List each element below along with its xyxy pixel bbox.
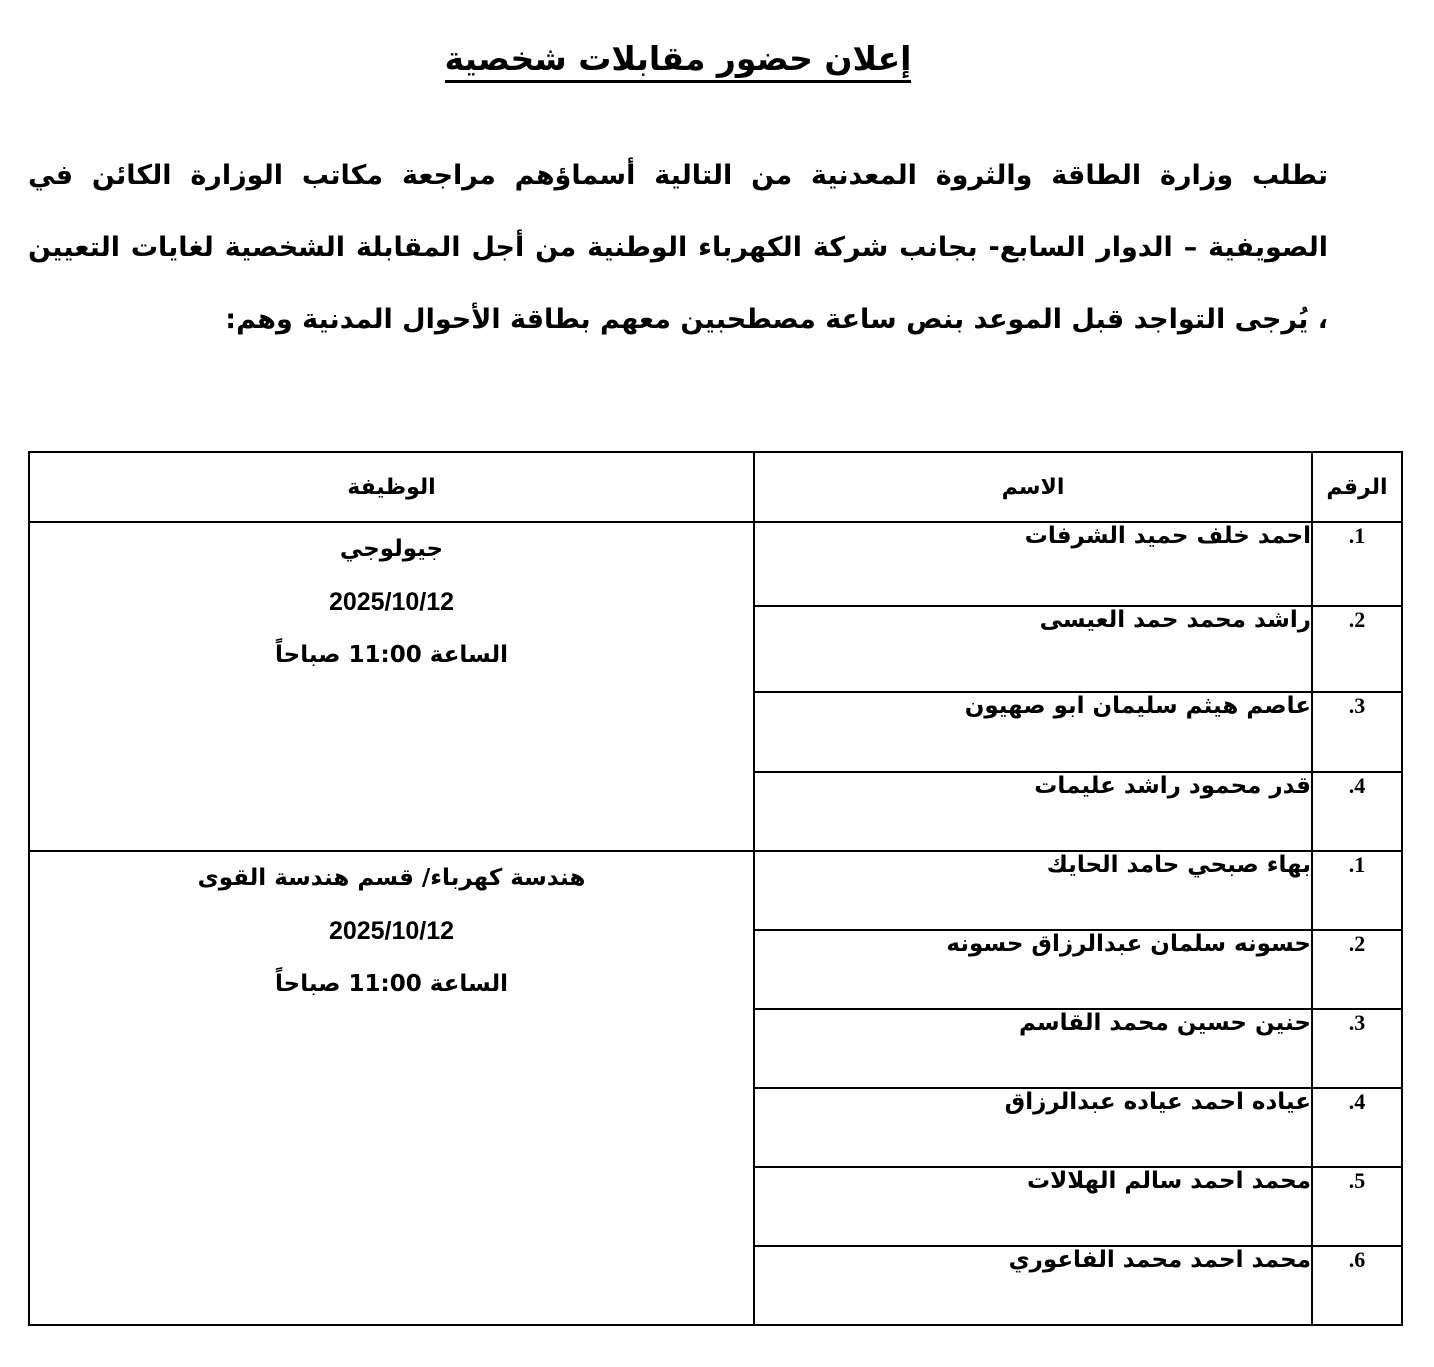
row-number: 3.: [1312, 692, 1402, 772]
row-number: 1.: [1312, 522, 1402, 606]
table-row: [29, 522, 1402, 606]
row-number: 2.: [1312, 930, 1402, 1009]
row-number: 4.: [1312, 1088, 1402, 1167]
row-name: احمد خلف حميد الشرفات: [754, 522, 1312, 606]
row-number: 4.: [1312, 772, 1402, 851]
document-title-text: إعلان حضور مقابلات شخصية: [445, 39, 912, 83]
row-number: 2.: [1312, 606, 1402, 692]
row-number: 6.: [1312, 1246, 1402, 1325]
row-name: محمد احمد محمد الفاعوري: [754, 1246, 1312, 1325]
row-name: حنين حسين محمد القاسم: [754, 1009, 1312, 1088]
header-name: الاسم: [754, 452, 1312, 522]
interview-time: الساعة 11:00 صباحاً: [275, 971, 508, 997]
row-number: 5.: [1312, 1167, 1402, 1246]
row-number: 3.: [1312, 1009, 1402, 1088]
interview-time: الساعة 11:00 صباحاً: [275, 642, 508, 668]
interview-date: 2025/10/12: [328, 588, 455, 616]
table-header-row: [29, 452, 1402, 522]
interview-table: [28, 451, 1403, 1326]
row-name: محمد احمد سالم الهلالات: [754, 1167, 1312, 1246]
job-title: جيولوجي: [339, 536, 444, 562]
row-name: عاصم هيثم سليمان ابو صهيون: [754, 692, 1312, 772]
job-cell-geologist: [29, 522, 754, 851]
header-number: الرقم: [1312, 452, 1402, 522]
header-job: الوظيفة: [29, 452, 754, 522]
row-name: بهاء صبحي حامد الحايك: [754, 851, 1312, 930]
row-name: حسونه سلمان عبدالرزاق حسونه: [754, 930, 1312, 1009]
row-number: 1.: [1312, 851, 1402, 930]
row-name: راشد محمد حمد العيسى: [754, 606, 1312, 692]
interview-date: 2025/10/12: [328, 917, 455, 945]
table-row: [29, 851, 1402, 930]
job-title: هندسة كهرباء/ قسم هندسة القوى: [197, 865, 586, 891]
job-cell-electrical-engineering: [29, 851, 754, 1325]
row-name: قدر محمود راشد عليمات: [754, 772, 1312, 851]
document-title: [0, 34, 1356, 84]
intro-paragraph: تطلب وزارة الطاقة والثروة المعدنية من التالية أسماؤهم مراجعة مكاتب الوزارة الكائن في الصويفية – الدوار السابع- بجانب شركة الكهرباء الوطنية من أجل المقابلة الشخصية لغايات التعيين ، يُرجى التواجد قبل الموعد بنص ساعة مصطحبين معهم بطاقة الأحوال المدنية وهم:: [28, 160, 1328, 335]
row-name: عياده احمد عياده عبدالرزاق: [754, 1088, 1312, 1167]
